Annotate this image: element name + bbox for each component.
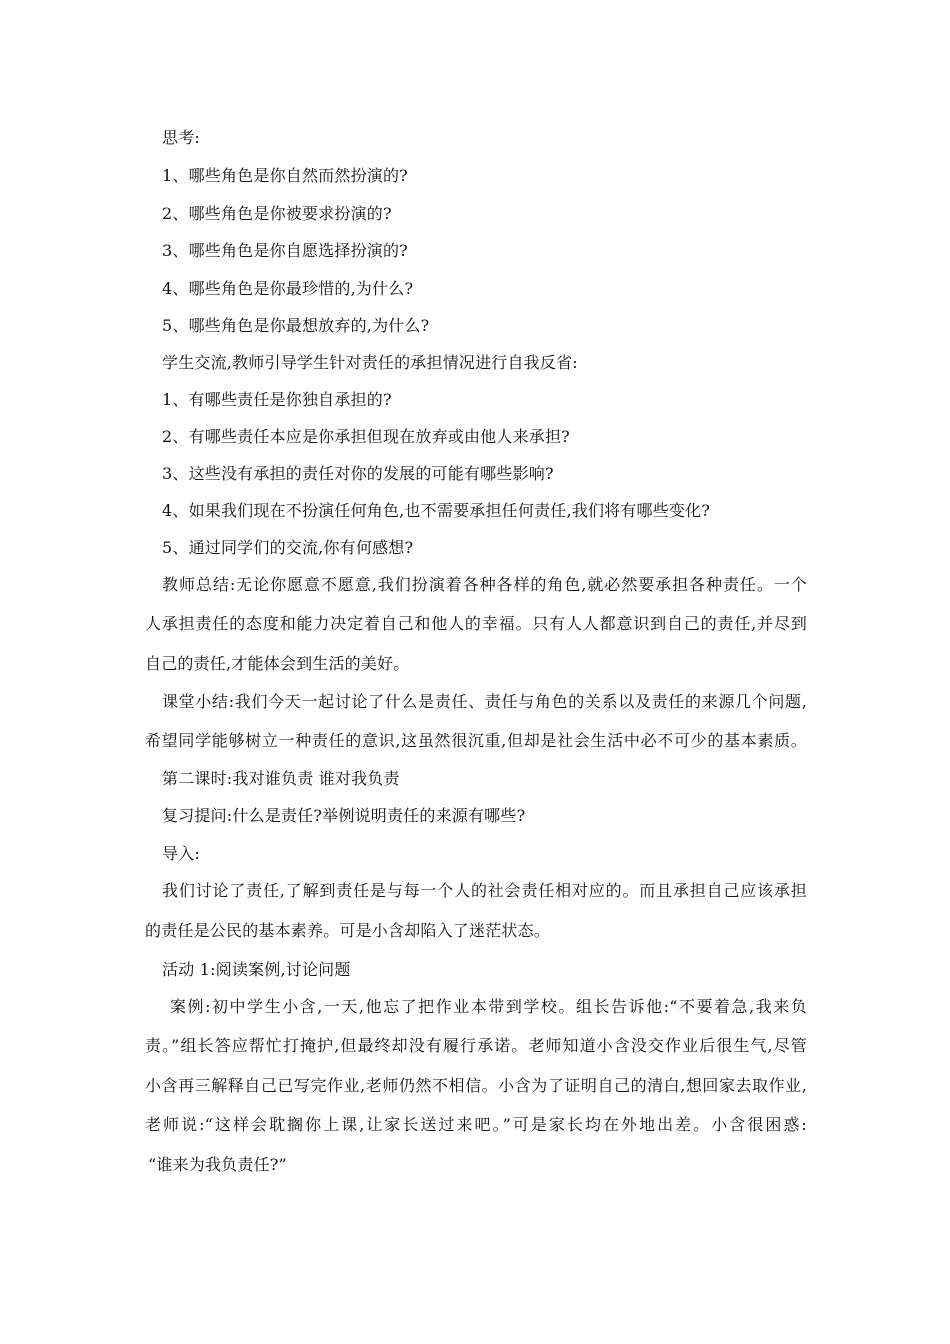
reflection-2: 2、有哪些责任本应是你承担但现在放弃或由他人来承担? bbox=[162, 427, 570, 446]
reflection-1: 1、有哪些责任是你独自承担的? bbox=[162, 390, 392, 409]
question-5: 5、哪些角色是你最想放弃的,为什么? bbox=[162, 316, 430, 335]
reflection-4: 4、如果我们现在不扮演任何角色,也不需要承担任何责任,我们将有哪些变化? bbox=[162, 501, 711, 520]
activity-1-title: 活动 1:阅读案例,讨论问题 bbox=[162, 960, 351, 979]
case-line-4: 老师说:“这样会耽搁你上课,让家长送过来吧。”可是家长均在外地出差。小含很困惑: bbox=[145, 1115, 807, 1134]
heading-think: 思考: bbox=[162, 128, 200, 147]
review-question: 复习提问:什么是责任?举例说明责任的来源有哪些? bbox=[162, 806, 526, 825]
second-lesson-title: 第二课时:我对谁负责 谁对我负责 bbox=[162, 769, 400, 788]
paragraph-student-exchange: 学生交流,教师引导学生针对责任的承担情况进行自我反省: bbox=[162, 353, 578, 372]
case-line-1: 案例:初中学生小含,一天,他忘了把作业本带到学校。组长告诉他:“不要着急,我来负 bbox=[170, 997, 807, 1016]
reflection-5: 5、通过同学们的交流,你有何感想? bbox=[162, 538, 414, 557]
question-3: 3、哪些角色是你自愿选择扮演的? bbox=[162, 241, 408, 260]
introduction-line-2: 的责任是公民的基本素养。可是小含却陷入了迷茫状态。 bbox=[145, 921, 551, 940]
teacher-summary-line-3: 自己的责任,才能体会到生活的美好。 bbox=[145, 654, 410, 673]
case-line-5: “谁来为我负责任?” bbox=[148, 1155, 287, 1174]
teacher-summary-line-1: 教师总结:无论你愿意不愿意,我们扮演着各种各样的角色,就必然要承担各种责任。一个 bbox=[162, 575, 807, 594]
class-summary-line-2: 希望同学能够树立一种责任的意识,这虽然很沉重,但却是社会生活中必不可少的基本素质。 bbox=[145, 731, 807, 750]
question-2: 2、哪些角色是你被要求扮演的? bbox=[162, 204, 392, 223]
question-4: 4、哪些角色是你最珍惜的,为什么? bbox=[162, 279, 414, 298]
question-1: 1、哪些角色是你自然而然扮演的? bbox=[162, 166, 408, 185]
reflection-3: 3、这些没有承担的责任对你的发展的可能有哪些影响? bbox=[162, 464, 554, 483]
class-summary-line-1: 课堂小结:我们今天一起讨论了什么是责任、责任与角色的关系以及责任的来源几个问题, bbox=[162, 692, 807, 711]
case-line-3: 小含再三解释自己已写完作业,老师仍然不相信。小含为了证明自己的清白,想回家去取作业, bbox=[145, 1076, 807, 1095]
introduction-heading: 导入: bbox=[162, 844, 200, 863]
introduction-line-1: 我们讨论了责任,了解到责任是与每一个人的社会责任相对应的。而且承担自己应该承担 bbox=[162, 881, 807, 900]
case-line-2: 责。”组长答应帮忙打掩护,但最终却没有履行承诺。老师知道小含没交作业后很生气,尽管 bbox=[145, 1036, 807, 1055]
teacher-summary-line-2: 人承担责任的态度和能力决定着自己和他人的幸福。只有人人都意识到自己的责任,并尽到 bbox=[145, 614, 807, 633]
